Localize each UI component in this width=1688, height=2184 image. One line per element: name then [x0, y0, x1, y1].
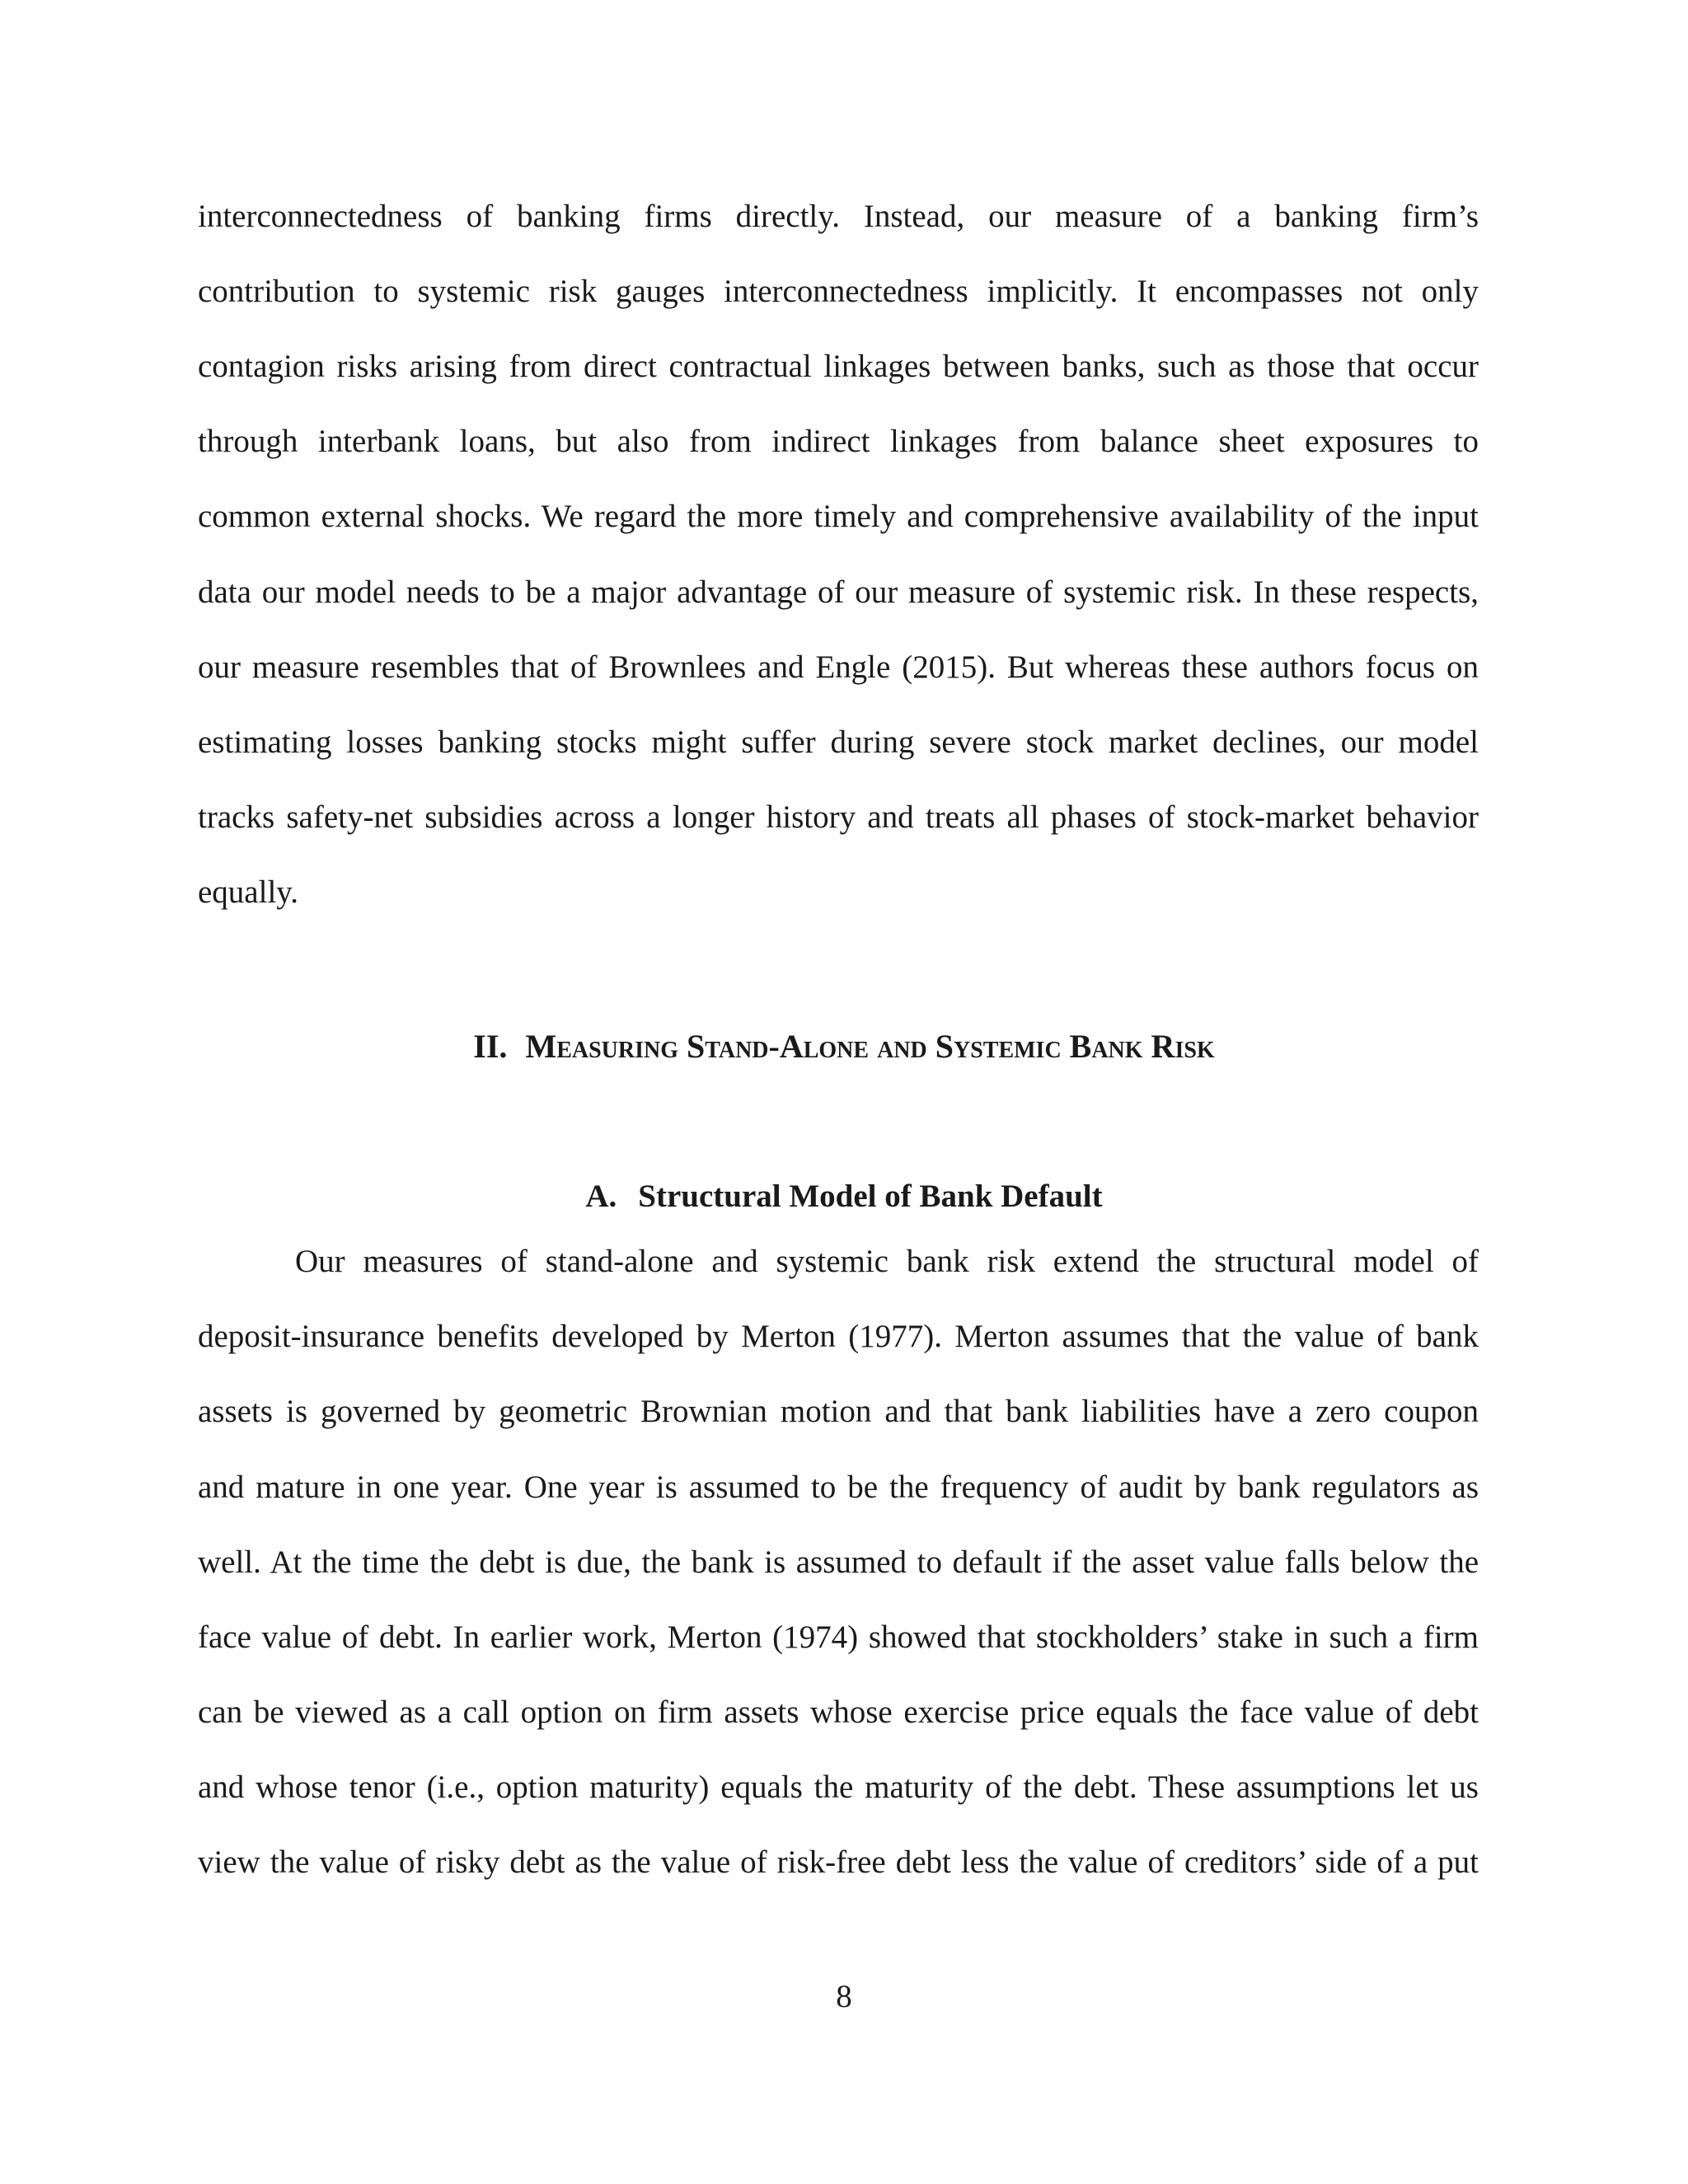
- text-line: contribution to systemic risk gauges interconnectedness implicitly. It encompasses not only: [198, 274, 1479, 309]
- text-line: can be viewed as a call option on firm assets whose exercise price equals the face value of debt: [198, 1694, 1479, 1730]
- page-number: 8: [836, 1979, 852, 2014]
- section-heading: [0, 1026, 1688, 1067]
- text-line: well. At the time the debt is due, the bank is assumed to default if the asset value falls below the: [198, 1544, 1479, 1580]
- text-line: contagion risks arising from direct contractual linkages between banks, such as those that occur: [198, 349, 1479, 384]
- text-line: through interbank loans, but also from indirect linkages from balance sheet exposures to: [198, 424, 1479, 459]
- text-line: estimating losses banking stocks might suffer during severe stock market declines, our model: [198, 724, 1479, 760]
- text-line: and mature in one year. One year is assumed to be the frequency of audit by bank regulators as: [198, 1469, 1479, 1505]
- text-line: tracks safety-net subsidies across a longer history and treats all phases of stock-market behavior: [198, 799, 1479, 835]
- text-line: equally.: [198, 874, 299, 910]
- text-line: face value of debt. In earlier work, Merton (1974) showed that stockholders’ stake in such a firm: [198, 1619, 1479, 1655]
- text-line: our measure resembles that of Brownlees and Engle (2015). But whereas these authors focus on: [198, 649, 1479, 685]
- text-line: interconnectedness of banking firms directly. Instead, our measure of a banking firm’s: [198, 199, 1479, 234]
- text-line: deposit-insurance benefits developed by Merton (1977). Merton assumes that the value of bank: [198, 1319, 1479, 1354]
- subsection-title: Structural Model of Bank Default: [638, 1179, 1103, 1214]
- text-line: and whose tenor (i.e., option maturity) equals the maturity of the debt. These assumptions let us: [198, 1769, 1479, 1805]
- subsection-heading: [0, 1176, 1688, 1217]
- section-title: Measuring Stand-Alone and Systemic Bank Risk: [525, 1028, 1215, 1065]
- text-line: data our model needs to be a major advantage of our measure of systemic risk. In these respects,: [198, 574, 1479, 610]
- text-line: assets is governed by geometric Brownian motion and that bank liabilities have a zero coupon: [198, 1394, 1479, 1429]
- section-number: II.: [473, 1028, 508, 1065]
- text-line: view the value of risky debt as the value of risk-free debt less the value of creditors’ side of a put: [198, 1844, 1479, 1880]
- subsection-number: A.: [585, 1179, 617, 1214]
- text-line: Our measures of stand-alone and systemic bank risk extend the structural model of: [295, 1244, 1479, 1279]
- text-line: common external shocks. We regard the more timely and comprehensive availability of the input: [198, 499, 1479, 534]
